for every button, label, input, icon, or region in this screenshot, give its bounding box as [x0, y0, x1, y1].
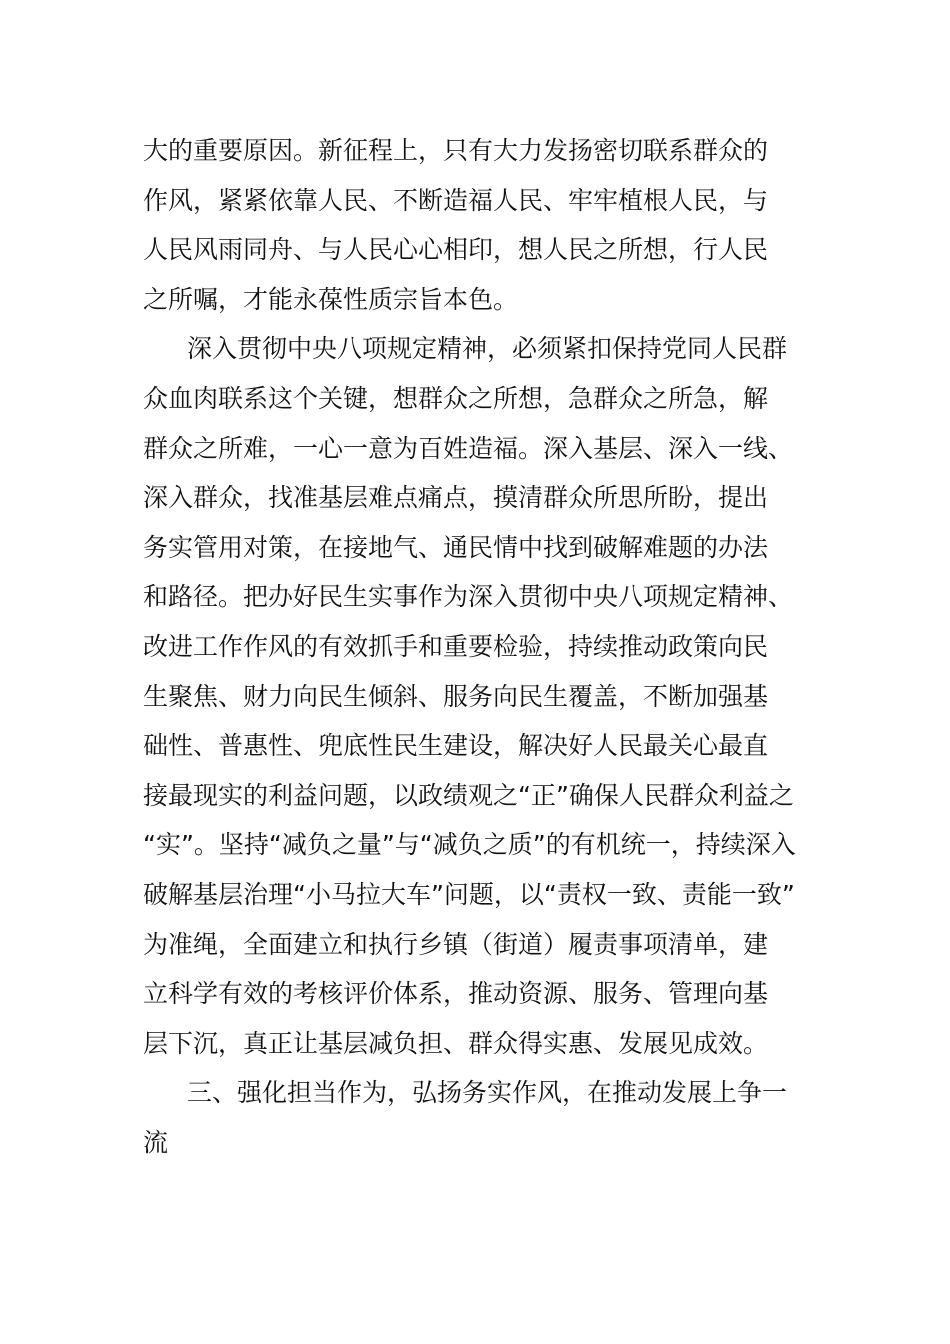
- text-line: 群众之所难，一心一意为百姓造福。深入基层、深入一线、: [143, 433, 794, 463]
- section-heading-continuation: 流: [143, 1127, 169, 1157]
- text-line: 接最现实的利益问题，以政绩观之“正”确保人民群众利益之: [143, 780, 794, 810]
- text-line: 作风，紧紧依靠人民、不断造福人民、牢牢植根人民，与: [143, 185, 769, 215]
- text-line: 众血肉联系这个关键，想群众之所想，急群众之所急，解: [143, 383, 769, 413]
- text-line: 人民风雨同舟、与人民心心相印，想人民之所想，行人民: [143, 235, 769, 265]
- text-line: 破解基层治理“小马拉大车”问题，以“责权一致、责能一致”: [143, 879, 795, 909]
- text-line: 务实管用对策，在接地气、通民情中找到破解难题的办法: [143, 532, 769, 562]
- text-line: 生聚焦、财力向民生倾斜、服务向民生覆盖，不断加强基: [143, 681, 769, 711]
- text-line: 层下沉，真正让基层减负担、群众得实惠、发展见成效。: [143, 1028, 769, 1058]
- document-body: [143, 126, 803, 1167]
- text-line: 立科学有效的考核评价体系，推动资源、服务、管理向基: [143, 979, 769, 1009]
- text-line: “实”。坚持“减负之量”与“减负之质”的有机统一，持续深入: [143, 830, 796, 860]
- paragraph-first-line: 深入贯彻中央八项规定精神，必须紧扣保持党同人民群: [187, 334, 788, 364]
- text-line: 和路径。把办好民生实事作为深入贯彻中央八项规定精神、: [143, 582, 794, 612]
- text-line: 为准绳，全面建立和执行乡镇（街道）履责事项清单，建: [143, 929, 769, 959]
- text-line: 础性、普惠性、兜底性民生建设，解决好人民最关心最直: [143, 731, 769, 761]
- section-heading: 三、强化担当作为，弘扬务实作风，在推动发展上争一: [187, 1078, 788, 1108]
- text-line: 大的重要原因。新征程上，只有大力发扬密切联系群众的: [143, 136, 769, 165]
- text-line: 改进工作作风的有效抓手和重要检验，持续推动政策向民: [143, 631, 769, 661]
- text-line: 之所嘱，才能永葆性质宗旨本色。: [143, 284, 519, 314]
- text-line: 深入群众，找准基层难点痛点，摸清群众所思所盼，提出: [143, 483, 769, 513]
